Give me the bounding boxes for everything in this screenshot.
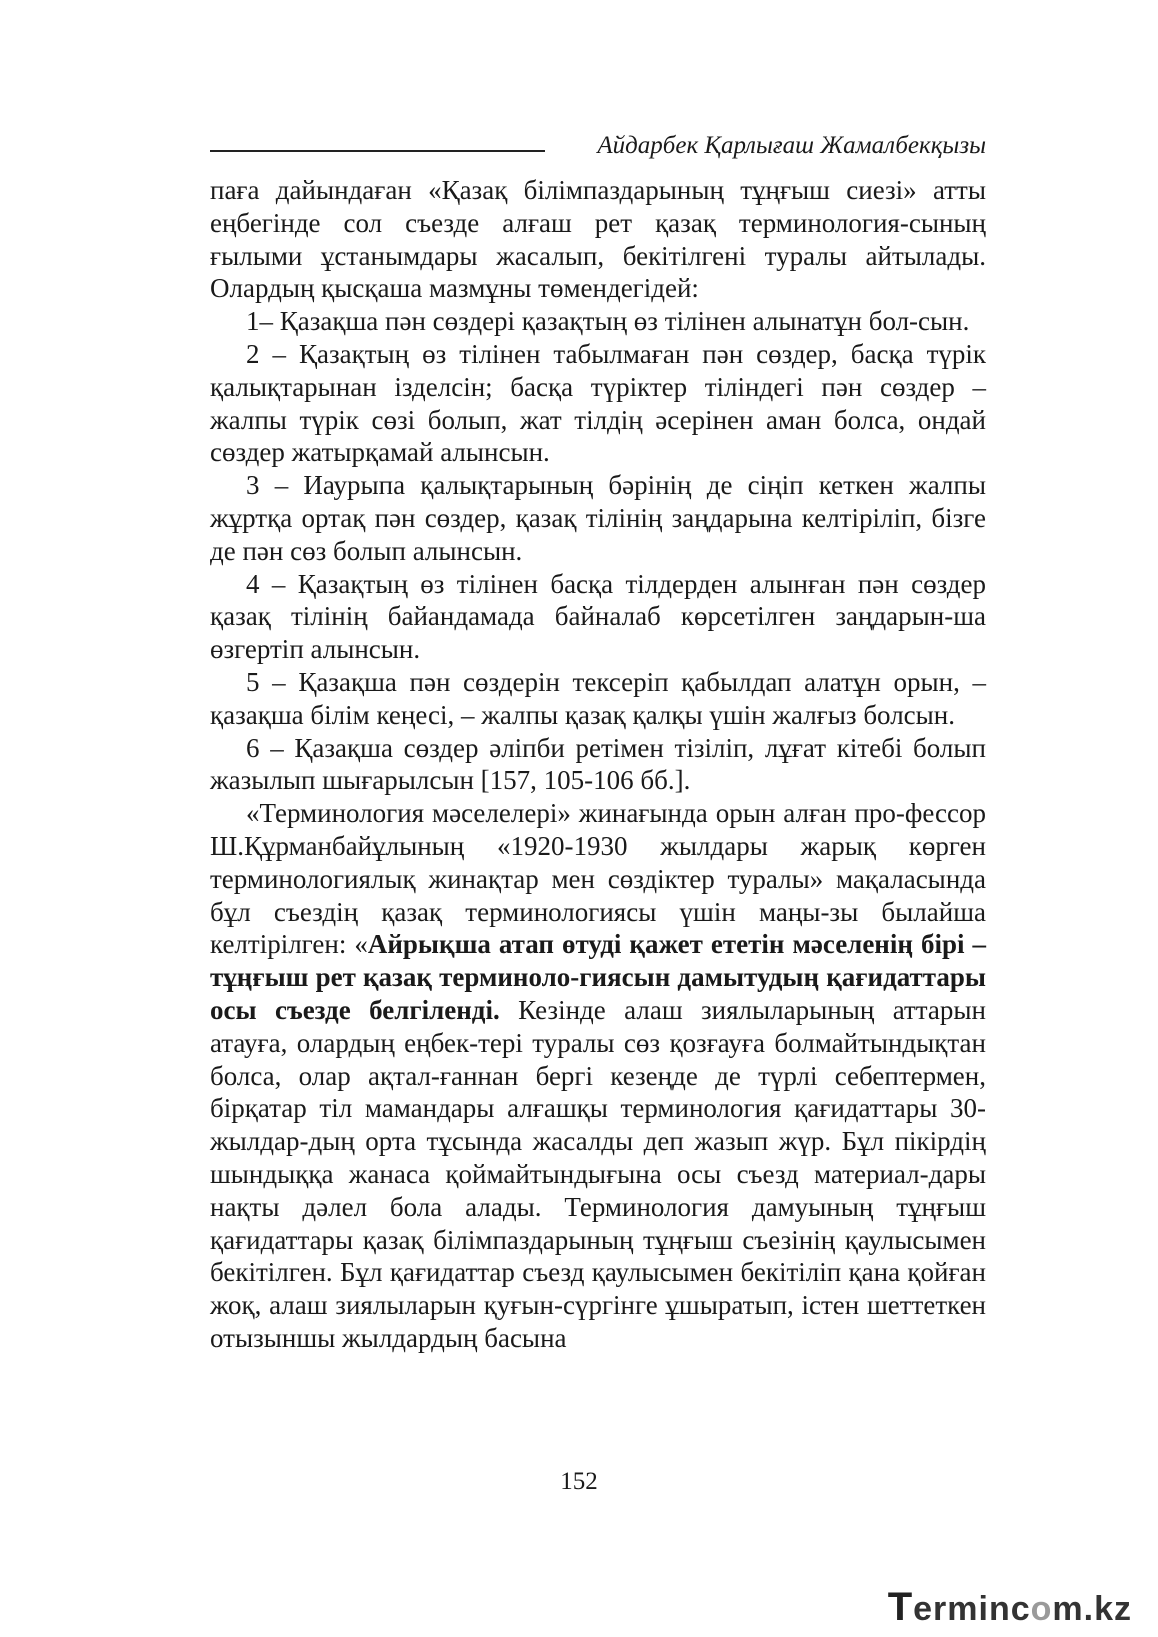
paragraph-list-item-6: 6 – Қазақша сөздер әліпби ретімен тізіліп, лұғат кітебі болып жазылып шығарылсын [157, 105-106 бб.]. [210, 732, 986, 796]
paragraph: паға дайындаған «Қазақ білімпаздарының тұңғыш сиезі» атты еңбегінде сол съезде алғаш рет қазақ терминология-сының ғылыми ұстанымдары жасалып, бекітілгені туралы айтылады. Олардың қысқаша мазмұны төмендегідей: [210, 175, 986, 304]
paragraph-quote [210, 797, 986, 1355]
paragraph-list-item-2: 2 – Қазақтың өз тілінен табылмаған пән сөздер, басқа түрік қалықтарынан ізделсін; басқа түріктер тіліндегі пән сөздер – жалпы түрік сөзі болып, жат тілдің әсерінен аман болса, ондай сөздер жатырқамай алынсын. [210, 338, 986, 468]
paragraph-list-item-3: 3 – Иаурыпа қалықтарының бәрінің де сіңіп кеткен жалпы жұртқа ортақ пән сөздер, қазақ тілінің заңдарына келтіріліп, бізге де пән сөз болып алынсын. [210, 470, 986, 566]
header-author: Айдарбек Қарлығаш Жамалбекқызы [597, 132, 986, 159]
paragraph-list-item-1: 1– Қазақша пән сөздері қазақтың өз тілінен алынатұн бол-сын. [246, 306, 970, 337]
quote-intro-text: «Терминология мәселелері» жинағында орын алған про-фессор Ш.Құрманбайұлының «1920-1930 жылдары жарық көрген терминологиялық жинақтар мен сөздіктер туралы» мақаласында бұл съездің қазақ терминологиясы үшін маңы-зы былайша келтірілген: « [210, 798, 986, 960]
paragraph-list-item-4: 4 – Қазақтың өз тілінен басқа тілдерден алынған пән сөздер қазақ тілінің байандамада байналаб көрсетілген заңдарын-ша өзгертіп алынсын. [210, 568, 986, 665]
quote-bold-text: Айрықша атап өтуді қажет ететін мәселенің бірі – тұңғыш рет қазақ терминоло-гиясын дамытудың қағидаттары осы съезде белгіленді. [210, 929, 986, 1025]
termincom-watermark-logo: Termincom.kz [887, 1585, 1132, 1629]
running-header [210, 132, 986, 166]
page-number: 152 [560, 1468, 598, 1495]
body-text [210, 174, 986, 1355]
header-rule [210, 150, 545, 152]
quote-continuation-text: Кезінде алаш зиялыларының аттарын атауға, олардың еңбек-тері туралы сөз қозғауға болмайтындықтан болса, олар ақтал-ғаннан бергі кезеңде де түрлі себептермен, бірқатар тіл мамандары алғашқы терминология қағидаттары 30-жылдар-дың орта тұсында жасалды деп жазып жүр. Бұл пікірдің шындыққа жанаса қоймайтындығына осы съезд материал-дары нақты дәлел бола алады. Терминология дамуының тұңғыш қағидаттары қазақ білімпаздарының тұңғыш съезінің қаулысымен бекітілген. Бұл қағидаттар съезд қаулысымен бекітіліп қана қойған жоқ, алаш зиялыларын қуғын-сүргінге ұшыратып, істен шеттеткен отызыншы жылдардың басына [210, 994, 986, 1353]
paragraph-list-item-5: 5 – Қазақша пән сөздерін тексеріп қабылдап алатұн орын, – қазақша білім кеңесі, – жалпы қазақ қалқы үшін жалғыз болсын. [210, 666, 986, 730]
